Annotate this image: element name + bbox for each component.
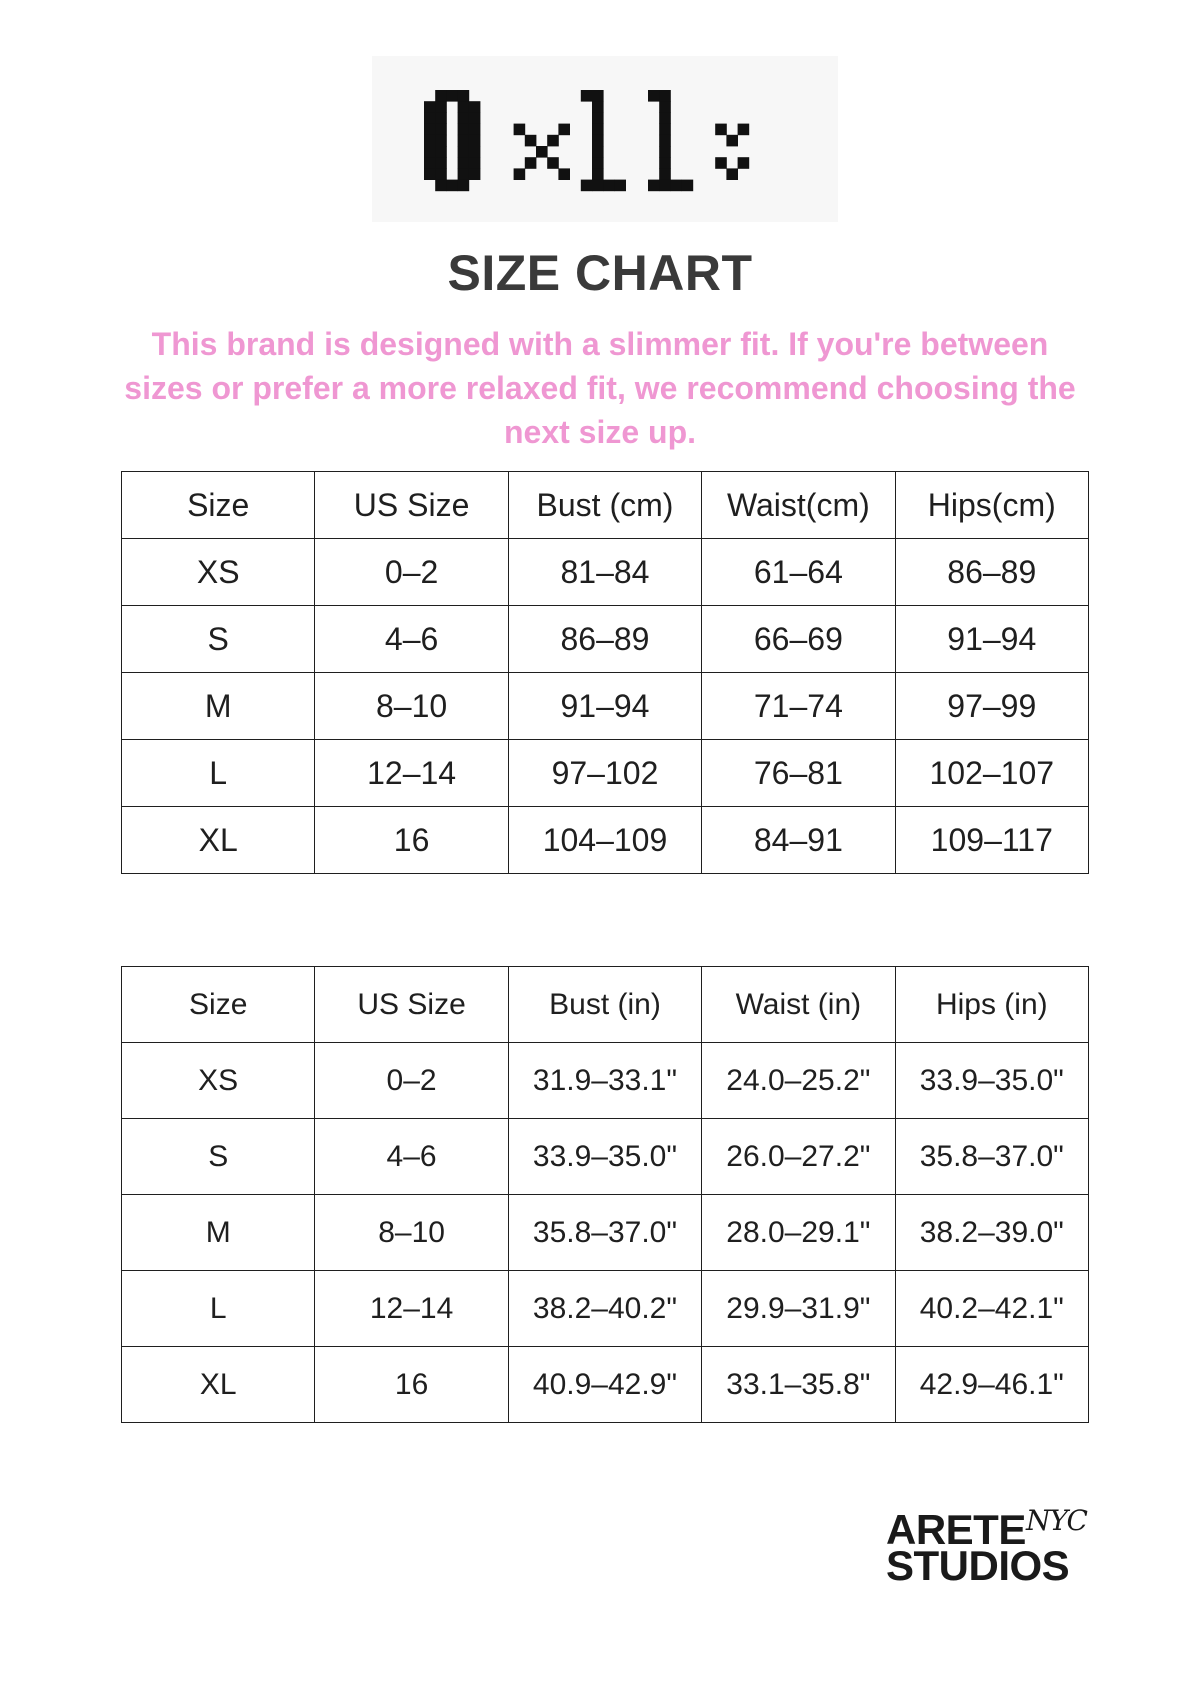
logo-pixel	[592, 168, 604, 180]
fit-notice: This brand is designed with a slimmer fit. If you're between sizes or prefer a more relaxed fit, we recommend choosing the next size up.	[124, 326, 1076, 450]
table-cell: 38.2–39.0"	[895, 1195, 1088, 1271]
column-header: Hips(cm)	[895, 472, 1088, 539]
logo-pixel	[603, 180, 615, 192]
table-header-row	[122, 472, 1089, 539]
logo-pixel	[514, 124, 526, 136]
logo-pixel	[446, 90, 458, 102]
table-cell: 81–84	[508, 539, 701, 606]
table-cell: 8–10	[315, 673, 508, 740]
table-cell: L	[122, 740, 315, 807]
logo-pixel	[648, 90, 660, 102]
size-table-cm	[121, 471, 1089, 874]
table-cell: L	[122, 1271, 315, 1347]
logo-pixel	[424, 112, 436, 124]
table-row	[122, 606, 1089, 673]
table-cell: 35.8–37.0"	[895, 1119, 1088, 1195]
logo-pixel	[469, 168, 481, 180]
table-cell: 84–91	[702, 807, 895, 874]
table-cell: 28.0–29.1"	[702, 1195, 895, 1271]
table-cell: M	[122, 1195, 315, 1271]
logo-pixel	[592, 157, 604, 169]
logo-pixel	[435, 146, 447, 158]
size-table-in	[121, 966, 1089, 1423]
table-cell: 29.9–31.9"	[702, 1271, 895, 1347]
logo-pixel	[458, 101, 470, 113]
table-cell: 109–117	[895, 807, 1088, 874]
table-header-row	[122, 967, 1089, 1043]
column-header: Size	[122, 472, 315, 539]
table-row	[122, 1347, 1089, 1423]
table-cell: XL	[122, 807, 315, 874]
table-row	[122, 1271, 1089, 1347]
logo-pixel	[446, 180, 458, 192]
column-header: Bust (cm)	[508, 472, 701, 539]
table-cell: 33.9–35.0"	[508, 1119, 701, 1195]
table-cell: 86–89	[508, 606, 701, 673]
column-header: Hips (in)	[895, 967, 1088, 1043]
logo-pixel	[659, 180, 671, 192]
logo-pixel	[435, 168, 447, 180]
logo-pixel	[659, 124, 671, 136]
logo-pixel	[435, 112, 447, 124]
logo-pixel	[715, 157, 727, 169]
table-cell: 42.9–46.1"	[895, 1347, 1088, 1423]
logo-pixel	[592, 124, 604, 136]
table-cell: 35.8–37.0"	[508, 1195, 701, 1271]
table-cell: 33.9–35.0"	[895, 1043, 1088, 1119]
logo-pixel	[424, 135, 436, 147]
logo-pixel	[659, 101, 671, 113]
logo-pixel	[738, 124, 750, 136]
logo-pixel	[435, 101, 447, 113]
logo-pixel	[469, 112, 481, 124]
column-header: Bust (in)	[508, 967, 701, 1043]
logo-pixel	[469, 124, 481, 136]
logo-pixel	[435, 157, 447, 169]
logo-pixel	[525, 157, 537, 169]
table-cell: 40.2–42.1"	[895, 1271, 1088, 1347]
table-cell: 86–89	[895, 539, 1088, 606]
table-cell: S	[122, 1119, 315, 1195]
table-cell: 66–69	[702, 606, 895, 673]
logo-pixel	[458, 124, 470, 136]
logo-pixel	[659, 168, 671, 180]
logo-pixel	[547, 135, 559, 147]
table-cell: XS	[122, 539, 315, 606]
table-cell: 104–109	[508, 807, 701, 874]
logo-pixel	[648, 180, 660, 192]
logo-pixel	[458, 146, 470, 158]
logo-pixel	[682, 180, 694, 192]
table-cell: 31.9–33.1"	[508, 1043, 701, 1119]
logo-pixel	[424, 101, 436, 113]
table-row	[122, 807, 1089, 874]
table-cell: 40.9–42.9"	[508, 1347, 701, 1423]
table-cell: XL	[122, 1347, 315, 1423]
table-cell: M	[122, 673, 315, 740]
brand-logo	[372, 56, 838, 222]
logo-pixel	[525, 135, 537, 147]
studio-logo-line1: ARETE	[886, 1506, 1026, 1553]
logo-pixel	[726, 168, 738, 180]
logo-pixel	[715, 124, 727, 136]
logo-pixel	[435, 90, 447, 102]
logo-pixel	[659, 112, 671, 124]
logo-pixel	[614, 180, 626, 192]
studio-logo	[886, 1504, 1096, 1592]
logo-pixel	[458, 168, 470, 180]
logo-pixel	[558, 124, 570, 136]
table-cell: 91–94	[895, 606, 1088, 673]
logo-pixel	[547, 157, 559, 169]
logo-pixel	[581, 90, 593, 102]
logo-pixel	[670, 180, 682, 192]
column-header: Waist(cm)	[702, 472, 895, 539]
logo-pixel	[514, 168, 526, 180]
logo-pixel	[659, 157, 671, 169]
logo-pixel	[659, 90, 671, 102]
table-cell: 102–107	[895, 740, 1088, 807]
logo-pixel	[469, 101, 481, 113]
logo-pixel	[592, 135, 604, 147]
logo-pixel	[458, 180, 470, 192]
logo-pixel	[424, 124, 436, 136]
table-cell: 12–14	[315, 740, 508, 807]
logo-pixel	[458, 157, 470, 169]
logo-pixel	[458, 90, 470, 102]
logo-pixel	[592, 101, 604, 113]
table-cell: 16	[315, 807, 508, 874]
logo-pixel	[458, 135, 470, 147]
table-cell: 26.0–27.2"	[702, 1119, 895, 1195]
table-row	[122, 1195, 1089, 1271]
table-row	[122, 539, 1089, 606]
logo-pixel	[592, 112, 604, 124]
logo-pixel	[469, 157, 481, 169]
logo-pixel	[558, 168, 570, 180]
table-row	[122, 740, 1089, 807]
column-header: Size	[122, 967, 315, 1043]
table-cell: XS	[122, 1043, 315, 1119]
logo-pixel	[435, 180, 447, 192]
table-row	[122, 673, 1089, 740]
table-cell: 33.1–35.8"	[702, 1347, 895, 1423]
table-cell: 71–74	[702, 673, 895, 740]
table-cell: 61–64	[702, 539, 895, 606]
logo-pixel	[592, 90, 604, 102]
table-cell: 0–2	[315, 1043, 508, 1119]
table-cell: 97–102	[508, 740, 701, 807]
table-cell: 4–6	[315, 1119, 508, 1195]
logo-pixel	[581, 180, 593, 192]
column-header: US Size	[315, 967, 508, 1043]
logo-pixel	[592, 146, 604, 158]
table-cell: 16	[315, 1347, 508, 1423]
pixel-brand-logo-icon	[372, 56, 838, 222]
table-cell: 91–94	[508, 673, 701, 740]
logo-pixel	[435, 135, 447, 147]
logo-pixel	[424, 168, 436, 180]
table-cell: 0–2	[315, 539, 508, 606]
table-cell: S	[122, 606, 315, 673]
logo-pixel	[738, 157, 750, 169]
logo-pixel	[458, 112, 470, 124]
logo-pixel	[469, 146, 481, 158]
logo-pixel	[424, 146, 436, 158]
table-cell: 12–14	[315, 1271, 508, 1347]
logo-pixel	[435, 124, 447, 136]
logo-pixel	[469, 135, 481, 147]
column-header: Waist (in)	[702, 967, 895, 1043]
table-row	[122, 1043, 1089, 1119]
table-cell: 38.2–40.2"	[508, 1271, 701, 1347]
column-header: US Size	[315, 472, 508, 539]
table-row	[122, 1119, 1089, 1195]
logo-pixel	[659, 146, 671, 158]
page-title: SIZE CHART	[447, 245, 753, 301]
logo-pixel	[592, 180, 604, 192]
logo-pixel	[424, 157, 436, 169]
logo-pixel	[536, 146, 548, 158]
table-cell: 24.0–25.2"	[702, 1043, 895, 1119]
studio-logo-line2: STUDIOS	[886, 1542, 1070, 1589]
table-cell: 76–81	[702, 740, 895, 807]
studio-logo-script: NYC	[1026, 1504, 1087, 1537]
table-cell: 97–99	[895, 673, 1088, 740]
table-cell: 8–10	[315, 1195, 508, 1271]
logo-pixel	[726, 135, 738, 147]
table-cell: 4–6	[315, 606, 508, 673]
logo-pixel	[659, 135, 671, 147]
